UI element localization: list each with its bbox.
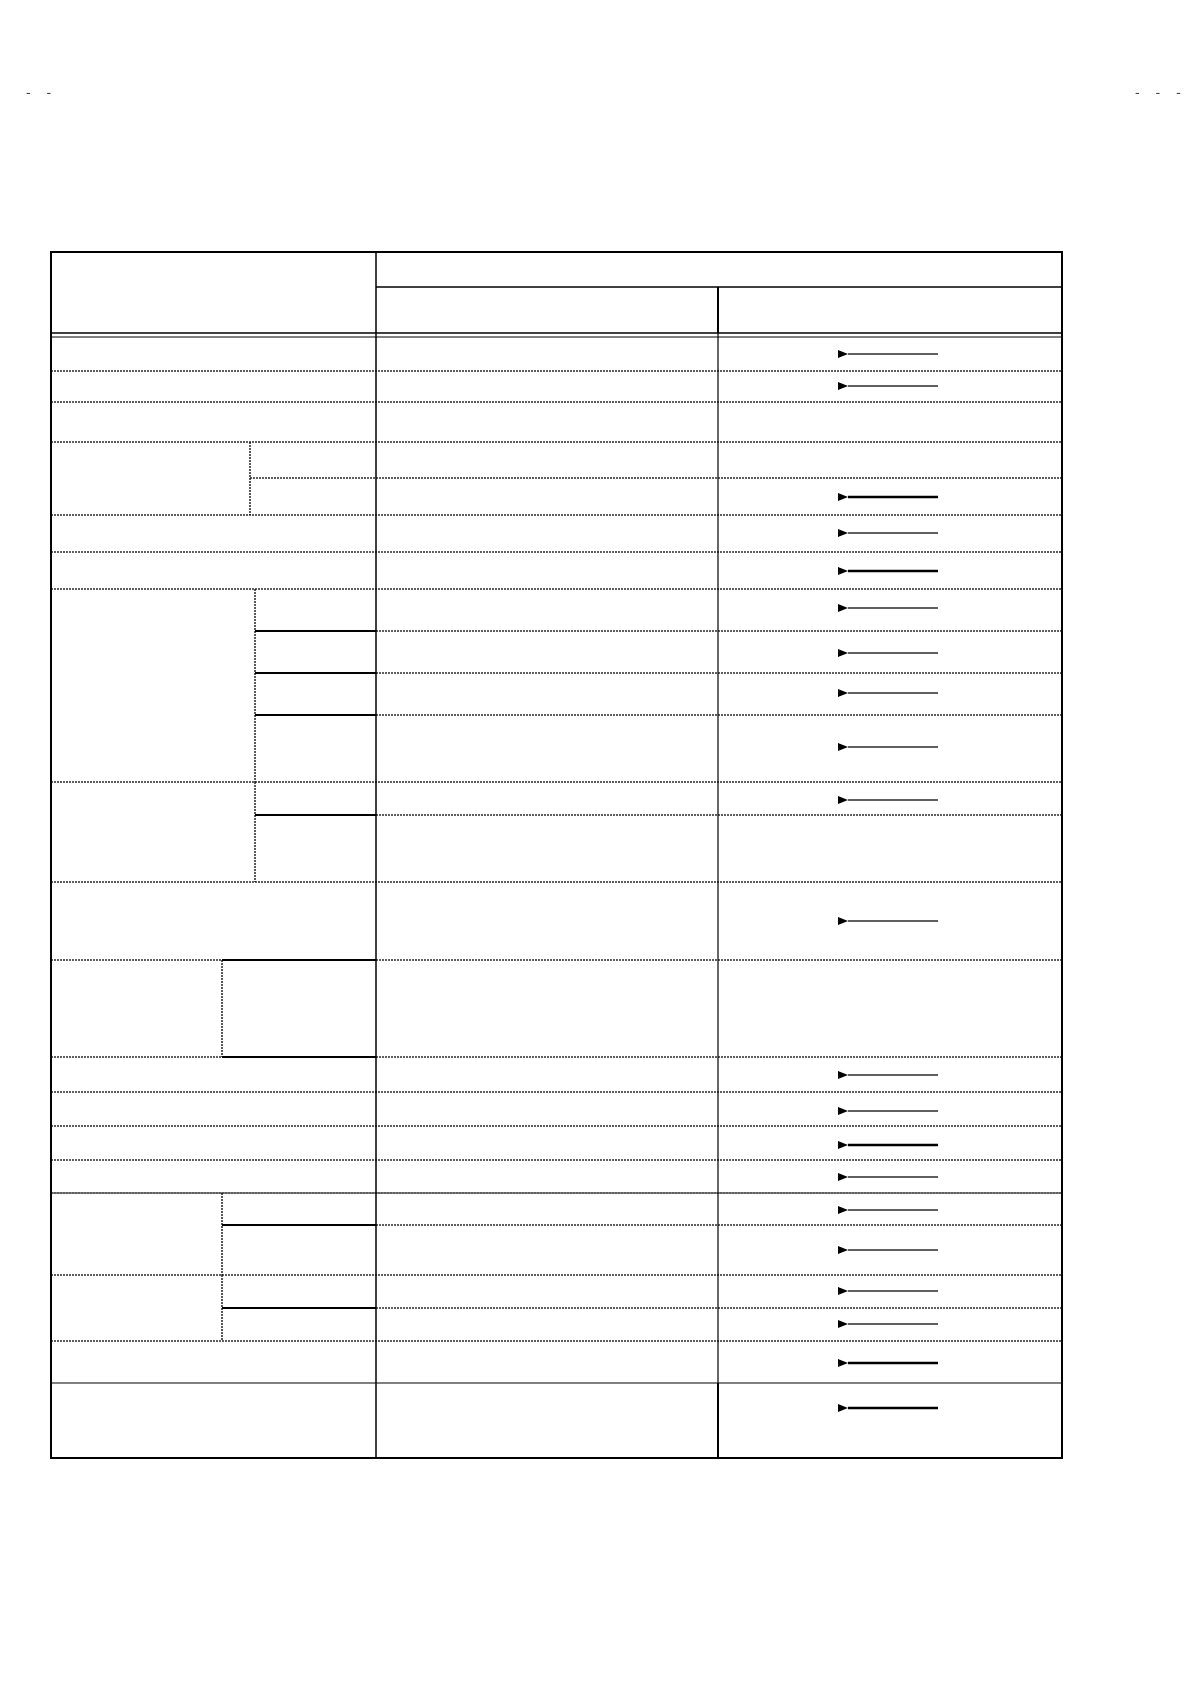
row-separators-solid <box>51 1193 1062 1383</box>
arrow-column <box>848 354 938 1408</box>
subcolumn-dividers <box>222 442 255 1341</box>
subcolumn-solid-lines <box>222 631 376 1308</box>
header-left-marks: - - <box>26 84 58 100</box>
table-frame <box>51 252 1062 1458</box>
header-right-marks: - - - <box>1135 84 1187 100</box>
row-separators <box>51 371 1062 1341</box>
